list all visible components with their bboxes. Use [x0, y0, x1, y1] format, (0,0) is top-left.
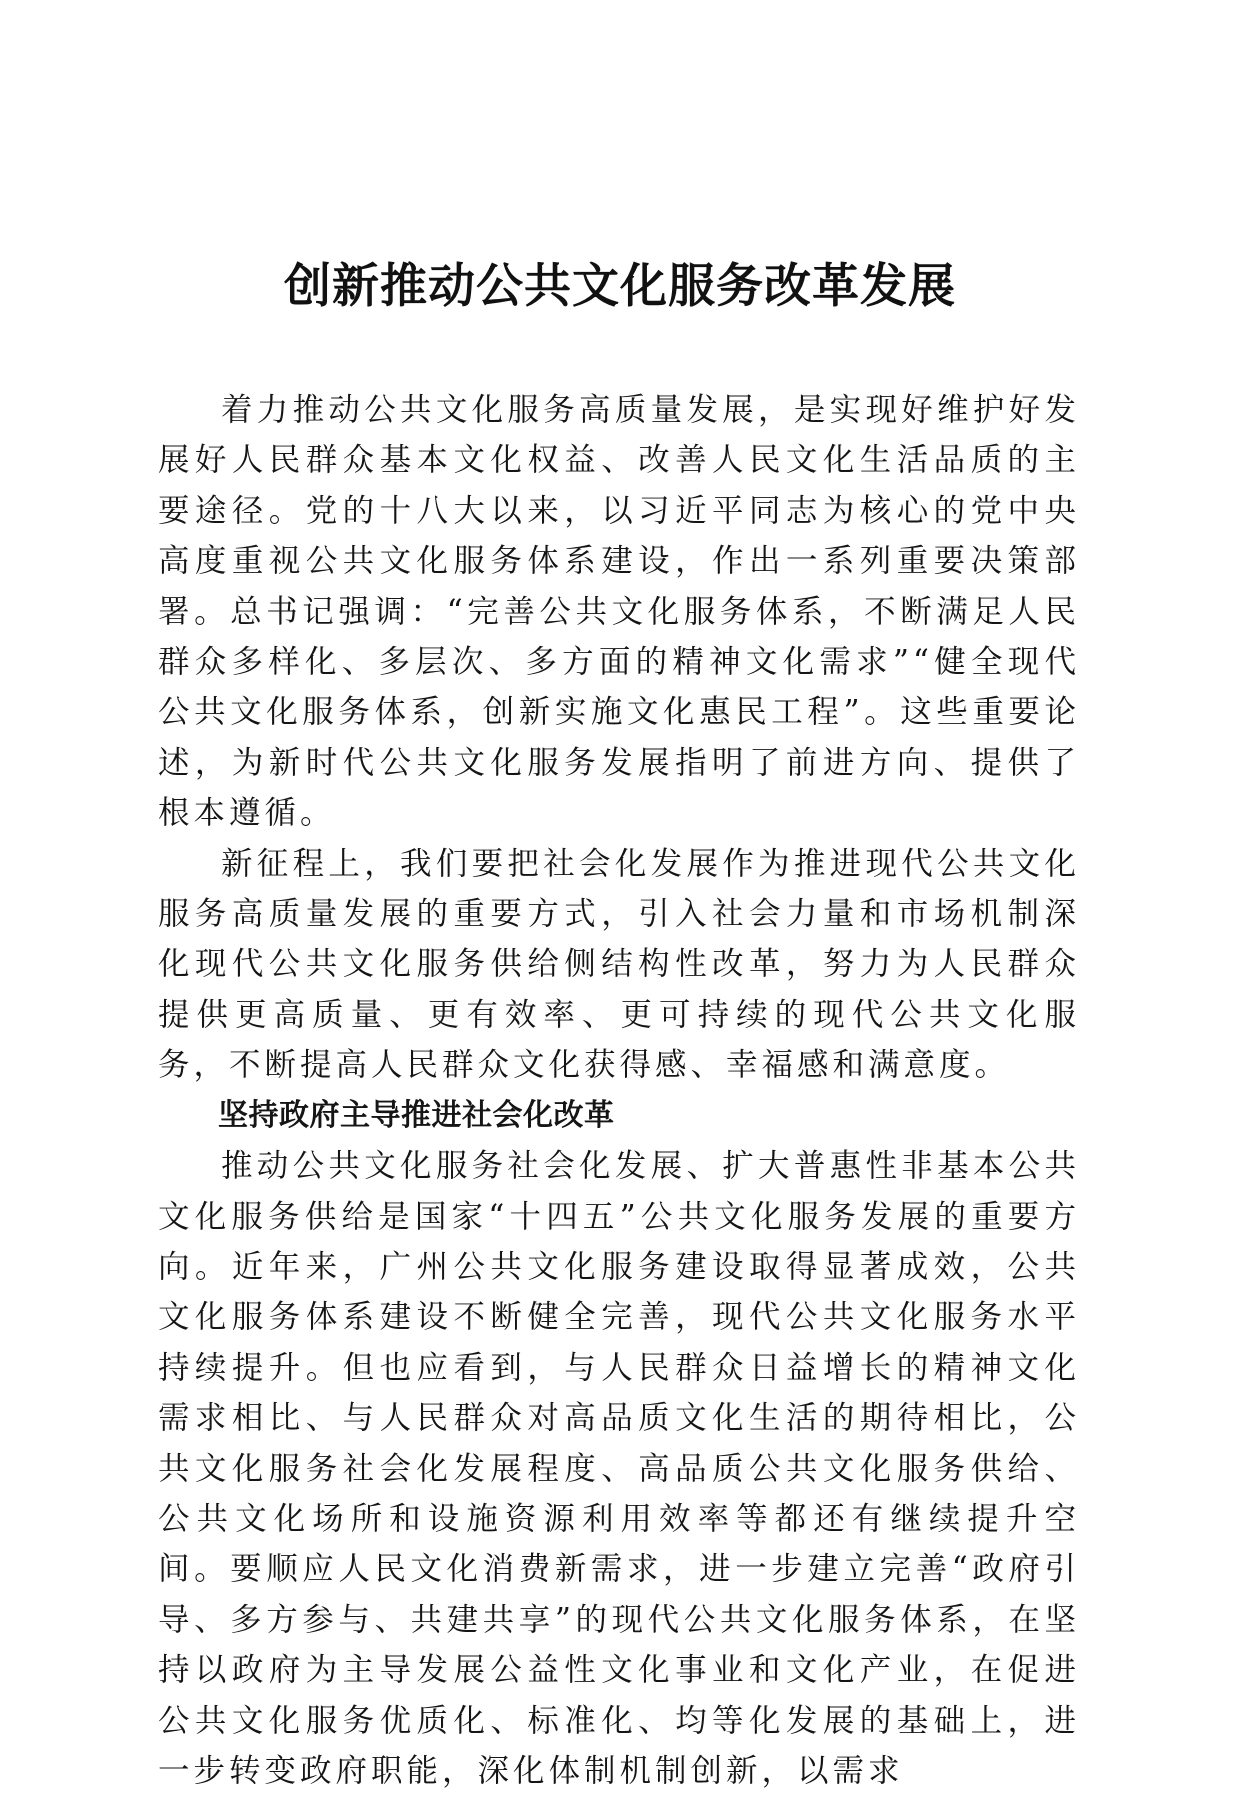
- paragraph-intro: 着力推动公共文化服务高质量发展，是实现好维护好发展好人民群众基本文化权益、改善人民文化生活品质的主要途径。党的十八大以来，以习近平同志为核心的党中央高度重视公共文化服务体系建设，作出一系列重要决策部署。总书记强调：“完善公共文化服务体系，不断满足人民群众多样化、多层次、多方面的精神文化需求”“健全现代公共文化服务体系，创新实施文化惠民工程”。这些重要论述，为新时代公共文化服务发展指明了前进方向、提供了根本遵循。: [158, 392, 1080, 832]
- section-heading: 坚持政府主导推进社会化改革: [218, 1097, 615, 1133]
- document-body: [158, 385, 1080, 1796]
- paragraph-section-body: 推动公共文化服务社会化发展、扩大普惠性非基本公共文化服务供给是国家“十四五”公共文化服务发展的重要方向。近年来，广州公共文化服务建设取得显著成效，公共文化服务体系建设不断健全完善，现代公共文化服务水平持续提升。但也应看到，与人民群众日益增长的精神文化需求相比、与人民群众对高品质文化生活的期待相比，公共文化服务社会化发展程度、高品质公共文化服务供给、公共文化场所和设施资源利用效率等都还有继续提升空间。要顺应人民文化消费新需求，进一步建立完善“政府引导、多方参与、共建共享”的现代公共文化服务体系，在坚持以政府为主导发展公益性文化事业和文化产业，在促进公共文化服务优质化、标准化、均等化发展的基础上，进一步转变政府职能，深化体制机制创新，以需求: [158, 1148, 1080, 1789]
- paragraph-new-journey: 新征程上，我们要把社会化发展作为推进现代公共文化服务高质量发展的重要方式，引入社会力量和市场机制深化现代公共文化服务供给侧结构性改革，努力为人民群众提供更高质量、更有效率、更可持续的现代公共文化服务，不断提高人民群众文化获得感、幸福感和满意度。: [158, 845, 1080, 1084]
- document-title: 创新推动公共文化服务改革发展: [284, 259, 956, 314]
